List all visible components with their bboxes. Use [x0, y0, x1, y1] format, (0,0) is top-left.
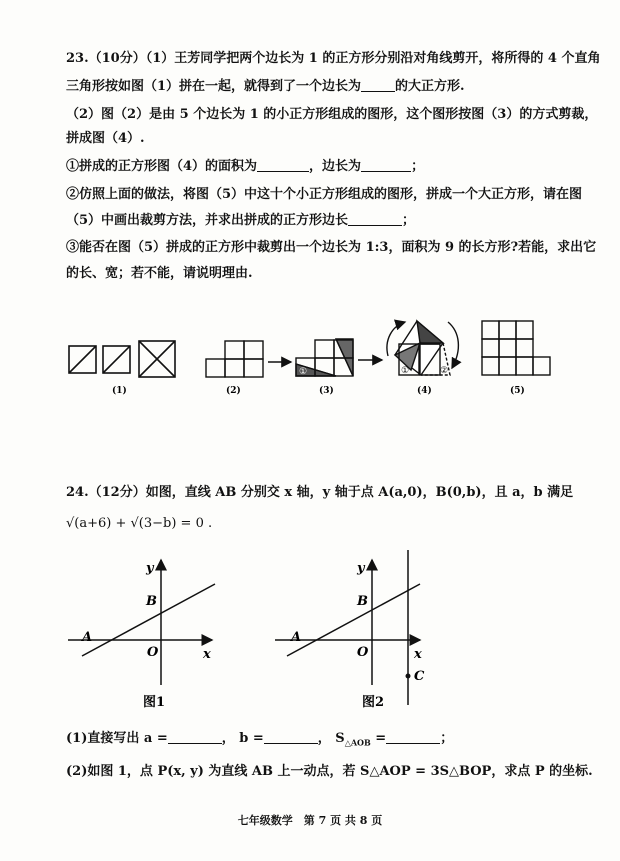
figure-caption: (2) [226, 386, 241, 396]
q24-part1-d: = [370, 731, 387, 746]
point-label-a: A [291, 630, 302, 645]
answer-blank[interactable] [361, 159, 411, 172]
q24-figures [0, 545, 620, 715]
circle-label-1: ① [401, 366, 410, 376]
q24-condition: √(a+6) + √(3−b) = 0 . [66, 516, 213, 531]
axis-label-y: y [146, 561, 154, 576]
q23-heading: 23.（10分）（1）王芳同学把两个边长为 1 的正方形分别沿对角线剪开，将所得的 4 个直角 [66, 51, 601, 66]
figure-caption: (5) [510, 386, 525, 396]
answer-blank[interactable] [386, 731, 440, 744]
q23-sub3b: 的长、宽；若不能，请说明理由. [66, 266, 253, 281]
q24-heading: 24.（12分）如图，直线 AB 分别交 x 轴，y 轴于点 A(a,0)，B(0,b)，且 a，b 满足 [66, 485, 574, 500]
figure-caption: 图1 [143, 695, 166, 710]
q23-sub1-c: ； [411, 159, 425, 174]
answer-blank[interactable] [361, 79, 395, 92]
q23-sub2a: ②仿照上面的做法，将图（5）中这十个小正方形组成的图形，拼成一个大正方形，请在图 [66, 187, 583, 202]
q23-sub1-a: ①拼成的正方形图（4）的面积为 [66, 159, 258, 174]
figure-caption: (1) [112, 386, 127, 396]
figure-caption: (3) [319, 386, 334, 396]
answer-blank[interactable] [264, 731, 318, 744]
q23-figures [0, 300, 620, 410]
answer-blank[interactable] [348, 213, 402, 226]
q24-part1-e: ； [440, 731, 454, 746]
axis-label-x: x [203, 647, 211, 662]
q23-line4: 拼成图（4）. [66, 131, 145, 146]
q23-sub1-b: ，边长为 [309, 159, 362, 174]
point-label-b: B [357, 594, 368, 609]
circle-label-2: ② [440, 366, 449, 376]
axis-label-x: x [414, 647, 422, 662]
circle-label-2: ② [340, 367, 349, 377]
coordinate-figure-1 [68, 560, 215, 685]
page-footer: 七年级数学 第 7 页 共 8 页 [237, 814, 383, 827]
coordinate-figure-2 [275, 550, 420, 705]
origin-label: O [147, 645, 159, 660]
point-label-a: A [82, 630, 93, 645]
q23-sub2b [66, 213, 415, 229]
q24-part1 [66, 731, 453, 751]
figure-5 [482, 321, 550, 375]
q23-sub2b-text: （5）中画出裁剪方法，并求出拼成的正方形边长 [66, 213, 349, 228]
q24-part1-sub: △AOB [344, 737, 371, 748]
q23-line3: （2）图（2）是由 5 个边长为 1 的小正方形组成的图形，这个图形按图（3）的方式剪裁， [66, 107, 598, 122]
figure-caption: 图2 [362, 695, 385, 710]
answer-blank[interactable] [168, 731, 222, 744]
figure-1 [69, 341, 175, 377]
q23-sub2c: ； [402, 213, 416, 228]
figure-2 [206, 341, 263, 377]
q24-part1-b: ， b = [221, 731, 264, 746]
q24-part2: (2)如图 1，点 P(x, y) 为直线 AB 上一动点，若 S△AOP = 3S△BOP，求点 P 的坐标. [66, 764, 593, 779]
circle-label-1: ① [299, 367, 308, 377]
origin-label: O [357, 645, 369, 660]
q24-part1-c: ， S [317, 731, 345, 746]
q23-sub1 [66, 159, 424, 175]
q24-part1-a: (1)直接写出 a = [66, 731, 168, 746]
figure-caption: (4) [417, 386, 432, 396]
point-label-b: B [146, 594, 157, 609]
point-c [406, 674, 411, 679]
axis-label-y: y [357, 561, 365, 576]
q23-line2-a: 三角形按如图（1）拼在一起，就得到了一个边长为 [66, 79, 362, 94]
q23-sub3a: ③能否在图（5）拼成的正方形中裁剪出一个边长为 1:3，面积为 9 的长方形?若能，求出它 [66, 240, 597, 255]
q23-line2 [66, 79, 465, 95]
q23-line2-b: 的大正方形. [395, 79, 465, 94]
point-label-c: C [414, 669, 425, 684]
answer-blank[interactable] [257, 159, 309, 172]
